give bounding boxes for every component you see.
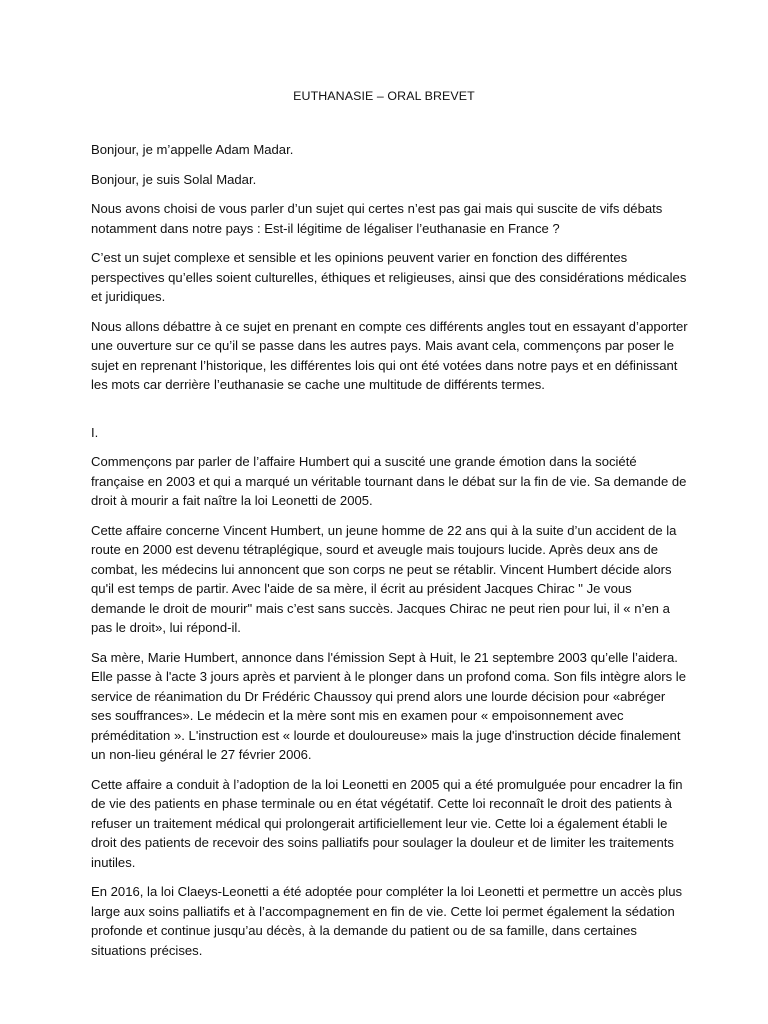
paragraph-intro-adam: Bonjour, je m’appelle Adam Madar. [91, 142, 294, 157]
document-title: EUTHANASIE – ORAL BREVET [293, 89, 475, 103]
paragraph-subject: Nous avons choisi de vous parler d’un sujet qui certes n’est pas gai mais qui suscite de vifs débats notamment dans notre pays : Est-il légitime de légaliser l’euthanasie en France ? [91, 201, 663, 236]
document-body [91, 140, 689, 970]
paragraph-marie-humbert: Sa mère, Marie Humbert, annonce dans l'émission Sept à Huit, le 21 septembre 2003 qu’elle l’aidera. Elle passe à l'acte 3 jours après et parvient à le plonger dans un profond coma. Son fils intègre alors le service de réanimation du Dr Frédéric Chaussoy qui prend alors une lourde décision pour «abréger ses souffrances». Le médecin et la mère sont mis en examen pour « empoisonnement avec préméditation ». L'instruction est « lourde et douloureuse» mais la juge d'instruction décide finalement un non-lieu général le 27 février 2006. [91, 649, 686, 762]
section-heading-one: I. [91, 424, 99, 440]
paragraph-plan: Nous allons débattre à ce sujet en prenant en compte ces différents angles tout en essayant d’apporter une ouverture sur ce qu’il se passe dans les autres pays. Mais avant cela, commençons par poser le sujet en reprenant l’historique, les différentes lois qui ont été votées dans notre pays et en définissant les mots car derrière l’euthanasie se cache une multitude de différents termes. [91, 318, 688, 392]
paragraph-complexity: C’est un sujet complexe et sensible et les opinions peuvent varier en fonction des différentes perspectives qu’elles soient culturelles, éthiques et religieuses, ainsi que des considérations médicales et juridiques. [91, 250, 687, 304]
paragraph-intro-solal: Bonjour, je suis Solal Madar. [91, 171, 257, 187]
paragraph-loi-claeys-leonetti: En 2016, la loi Claeys-Leonetti a été adoptée pour compléter la loi Leonetti et permettre un accès plus large aux soins palliatifs et à l’accompagnement en fin de vie. Cette loi permet également la sédation profonde et continue jusqu’au décès, à la demande du patient ou de sa famille, dans certaines situations précises. [91, 884, 683, 958]
paragraph-loi-leonetti: Cette affaire a conduit à l’adoption de la loi Leonetti en 2005 qui a été promulguée pour encadrer la fin de vie des patients en phase terminale ou en état végétatif. Cette loi reconnaît le droit des patients à refuser un traitement médical qui prolongerait artificiellement leur vie. Cette loi a également établi le droit des patients de recevoir des soins palliatifs pour soulager la douleur et de limiter les traitements inutiles. [91, 776, 683, 870]
paragraph-vincent-humbert: Cette affaire concerne Vincent Humbert, un jeune homme de 22 ans qui à la suite d’un accident de la route en 2000 est devenu tétraplégique, sourd et aveugle mais toujours lucide. Après deux ans de combat, les médecins lui annoncent que son corps ne peut se rétablir. Vincent Humbert décide alors qu'il est temps de partir. Avec l'aide de sa mère, il écrit au président Jacques Chirac " Je vous demande le droit de mourir" mais c’est sans succès. Jacques Chirac ne peut rien pour lui, il « n’en a pas le droit», lui répond-il. [91, 522, 677, 635]
paragraph-humbert-affair: Commençons par parler de l’affaire Humbert qui a suscité une grande émotion dans la société française en 2003 et qui a marqué un véritable tournant dans le débat sur la fin de vie. Sa demande de droit à mourir a fait naître la loi Leonetti de 2005. [91, 454, 687, 508]
